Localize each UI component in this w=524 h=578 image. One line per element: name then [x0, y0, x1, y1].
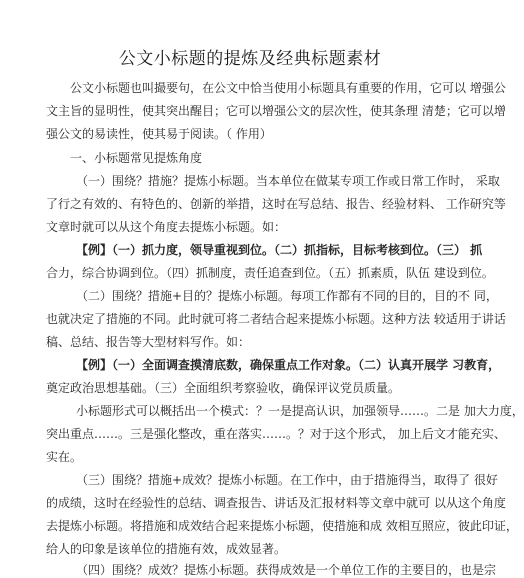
example-line: 【例】（一）抓力度，领导重视到位。（二）抓指标，目标考核到位。（三） 抓	[76, 243, 483, 257]
paragraph-line: （四）围绕？成效？提炼小标题。获得成效是一个单位工作的主要目的，也是宗	[76, 563, 497, 577]
paragraph-line: 合力，综合协调到位。（四）抓制度，责任追查到位。（五）抓素质，队伍 建设到位。	[46, 266, 494, 280]
section-heading: 一、小标题常见提炼角度	[70, 151, 203, 165]
paragraph-line: 突出重点……。三是强化整改，重在落实……。？对于这个形式， 加上后文才能充实、	[46, 427, 506, 441]
example-line: 【例】（一）全面调查摸清底数，确保重点工作对象。（二）认真开展学 习教育，	[76, 358, 501, 372]
paragraph-line: 实在。	[46, 450, 83, 464]
paragraph-line: 奠定政治思想基础。（三）全面组织考察验收，确保评议党员质量。	[46, 381, 401, 395]
paragraph-line: （二）围绕？措施+目的？提炼小标题。每项工作都有不同的目的，目的不 同，	[76, 289, 498, 303]
paragraph-line: 文主旨的显明性，使其突出醒目；它可以增强公文的层次性，使其条理 清楚；它可以增	[46, 104, 506, 118]
paragraph-line: （三）围绕？措施+成效？提炼小标题。在工作中，由于措施得当，取得了 很好	[76, 473, 498, 487]
paragraph-line: 小标题形式可以概括出一个模式：？一是提高认识，加强领导……。二是 加大力度，	[76, 404, 524, 418]
paragraph-line: 的成绩，这时在经验性的总结、调查报告、讲话及汇报材料等文章中就可 以从这个角度	[46, 496, 506, 510]
paragraph-line: 了行之有效的、有特色的、创新的举措，这时在写总结、报告、经验材料、 工作研究等	[46, 197, 506, 211]
paragraph-line: 文章时就可以从这个角度去提炼小标题。如：	[46, 220, 287, 234]
paragraph-line: 公文小标题也叫撮要句，在公文中恰当使用小标题具有重要的作用，它可以 增强公	[70, 81, 506, 95]
paragraph-line: 给人的印象是该单位的措施有效，成效显著。	[46, 542, 287, 556]
paragraph-line: 也就决定了措施的不同。此时就可将二者结合起来提炼小标题。这种方法 较适用于讲话	[46, 312, 506, 326]
paragraph-line: （一）围绕？措施？提炼小标题。当本单位在做某专项工作或日常工作时， 采取	[76, 174, 500, 188]
paragraph-line: 强公文的易读性，使其易于阅读。（ 作用）	[46, 127, 272, 141]
document-title: 公文小标题的提炼及经典标题素材	[118, 49, 382, 69]
paragraph-line: 稿、总结、报告等大型材料写作。如：	[46, 335, 251, 349]
paragraph-line: 去提炼小标题。将措施和成效结合起来提炼小标题，使措施和成 效相互照应，彼此印证，	[46, 519, 518, 533]
